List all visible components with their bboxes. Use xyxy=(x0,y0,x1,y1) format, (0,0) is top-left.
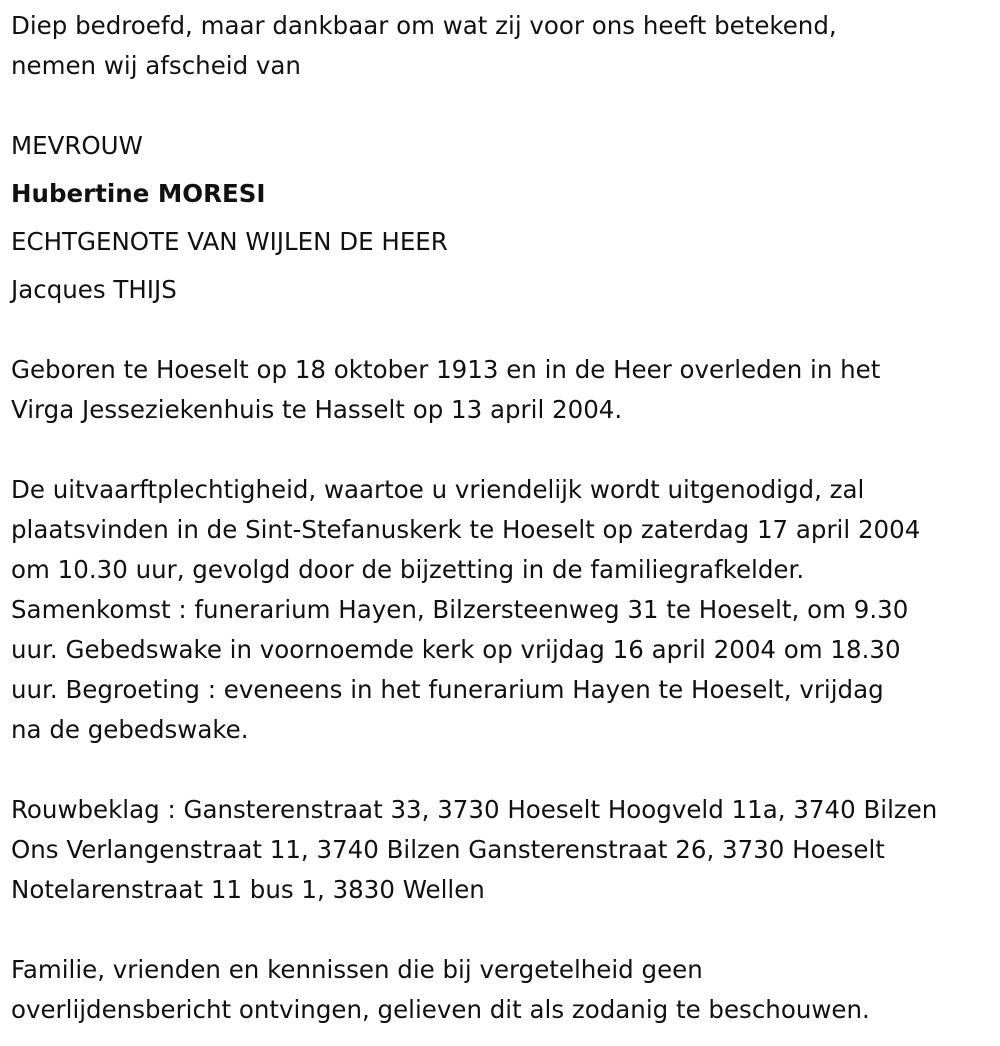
spouse-name: Jacques THIJS xyxy=(11,275,177,304)
deceased-relation: ECHTGENOTE VAN WIJLEN DE HEER xyxy=(11,227,448,256)
ceremony-line: om 10.30 uur, gevolgd door de bijzetting in de familiegrafkelder. xyxy=(11,555,805,584)
ceremony-paragraph xyxy=(11,470,996,750)
address-line: Rouwbeklag : Gansterenstraat 33, 3730 Hoeselt Hoogveld 11a, 3740 Bilzen xyxy=(11,795,938,824)
deceased-block xyxy=(11,122,996,314)
intro-line: Diep bedroefd, maar dankbaar om wat zij voor ons heeft betekend, xyxy=(11,11,837,40)
ceremony-line: uur. Gebedswake in voornoemde kerk op vrijdag 16 april 2004 om 18.30 xyxy=(11,635,901,664)
ceremony-line: plaatsvinden in de Sint-Stefanuskerk te Hoeselt op zaterdag 17 april 2004 xyxy=(11,515,921,544)
closing-paragraph xyxy=(11,950,996,1030)
closing-line: Familie, vrienden en kennissen die bij vergetelheid geen xyxy=(11,955,703,984)
deceased-name: Hubertine MORESI xyxy=(11,179,266,208)
birth-death-paragraph xyxy=(11,350,996,430)
mourning-addresses-paragraph xyxy=(11,790,996,910)
intro-line: nemen wij afscheid van xyxy=(11,51,301,80)
ceremony-line: uur. Begroeting : eveneens in het funerarium Hayen te Hoeselt, vrijdag xyxy=(11,675,884,704)
address-line: Notelarenstraat 11 bus 1, 3830 Wellen xyxy=(11,875,485,904)
address-line: Ons Verlangenstraat 11, 3740 Bilzen Gansterenstraat 26, 3730 Hoeselt xyxy=(11,835,885,864)
intro-paragraph xyxy=(11,6,996,86)
obituary-document xyxy=(11,6,996,1030)
closing-line: overlijdensbericht ontvingen, gelieven dit als zodanig te beschouwen. xyxy=(11,995,870,1024)
ceremony-line: Samenkomst : funerarium Hayen, Bilzersteenweg 31 te Hoeselt, om 9.30 xyxy=(11,595,909,624)
birth-death-line: Geboren te Hoeselt op 18 oktober 1913 en in de Heer overleden in het xyxy=(11,355,881,384)
deceased-title: MEVROUW xyxy=(11,131,143,160)
ceremony-line: na de gebedswake. xyxy=(11,715,249,744)
birth-death-line: Virga Jesseziekenhuis te Hasselt op 13 april 2004. xyxy=(11,395,623,424)
ceremony-line: De uitvaarftplechtigheid, waartoe u vriendelijk wordt uitgenodigd, zal xyxy=(11,475,865,504)
